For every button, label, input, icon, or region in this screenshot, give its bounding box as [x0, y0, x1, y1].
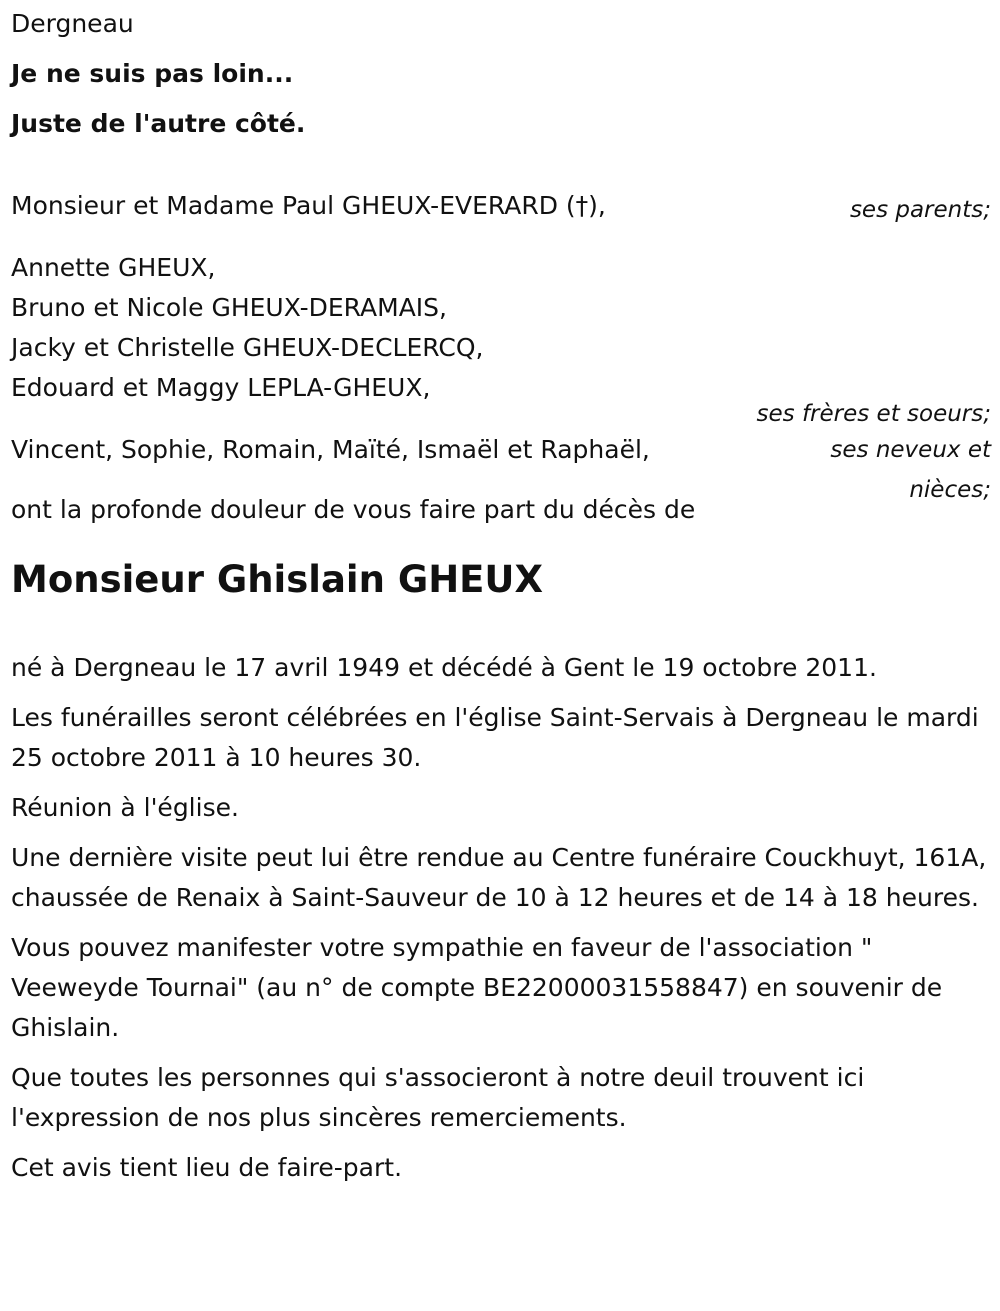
detail-paragraph: Que toutes les personnes qui s'associeront à notre deuil trouvent ici l'expression de nos plus sincères remerciements.	[11, 1063, 865, 1132]
family-parents	[11, 186, 991, 248]
detail-paragraph: Cet avis tient lieu de faire-part.	[11, 1153, 403, 1182]
funeral-details	[11, 648, 991, 1188]
family-nephews	[11, 430, 991, 503]
family-member-line: Vincent, Sophie, Romain, Maïté, Ismaël et Raphaël,	[11, 435, 650, 464]
detail-paragraph: Une dernière visite peut lui être rendue au Centre funéraire Couckhuyt, 161A, chaussée de Renaix à Saint-Sauveur de 10 à 12 heures et de 14 à 18 heures.	[11, 843, 987, 912]
family-siblings	[11, 248, 991, 430]
family-member-line: Bruno et Nicole GHEUX-DERAMAIS,	[11, 293, 447, 322]
announcement-intro: ont la profonde douleur de vous faire part du décès de	[11, 495, 696, 524]
parents-role: ses parents;	[849, 197, 991, 223]
family-member-line: Annette GHEUX,	[11, 253, 216, 282]
quote-line-1: Je ne suis pas loin...	[11, 59, 294, 88]
parents-names	[11, 186, 711, 226]
detail-paragraph: né à Dergneau le 17 avril 1949 et décédé à Gent le 19 octobre 2011.	[11, 653, 877, 682]
deceased-name: Monsieur Ghislain GHEUX	[11, 558, 544, 601]
quote-line-2: Juste de l'autre côté.	[11, 109, 306, 138]
nephews-role: ses neveux et nièces;	[830, 437, 991, 503]
detail-paragraph: Réunion à l'église.	[11, 793, 239, 822]
siblings-role: ses frères et soeurs;	[756, 401, 991, 427]
nephews-names	[11, 430, 711, 470]
family-member-line: Monsieur et Madame Paul GHEUX-EVERARD (†),	[11, 191, 606, 220]
detail-paragraph: Vous pouvez manifester votre sympathie en faveur de l'association " Veeweyde Tournai" (au n° de compte BE22000031558847) en souvenir de Ghislain.	[11, 933, 943, 1042]
detail-paragraph: Les funérailles seront célébrées en l'église Saint-Servais à Dergneau le mardi 25 octobre 2011 à 10 heures 30.	[11, 703, 979, 772]
family-member-line: Jacky et Christelle GHEUX-DECLERCQ,	[11, 333, 484, 362]
place-name: Dergneau	[11, 9, 134, 38]
family-member-line: Edouard et Maggy LEPLA-GHEUX,	[11, 373, 431, 402]
siblings-names	[11, 248, 711, 408]
obituary-notice	[11, 4, 991, 1198]
